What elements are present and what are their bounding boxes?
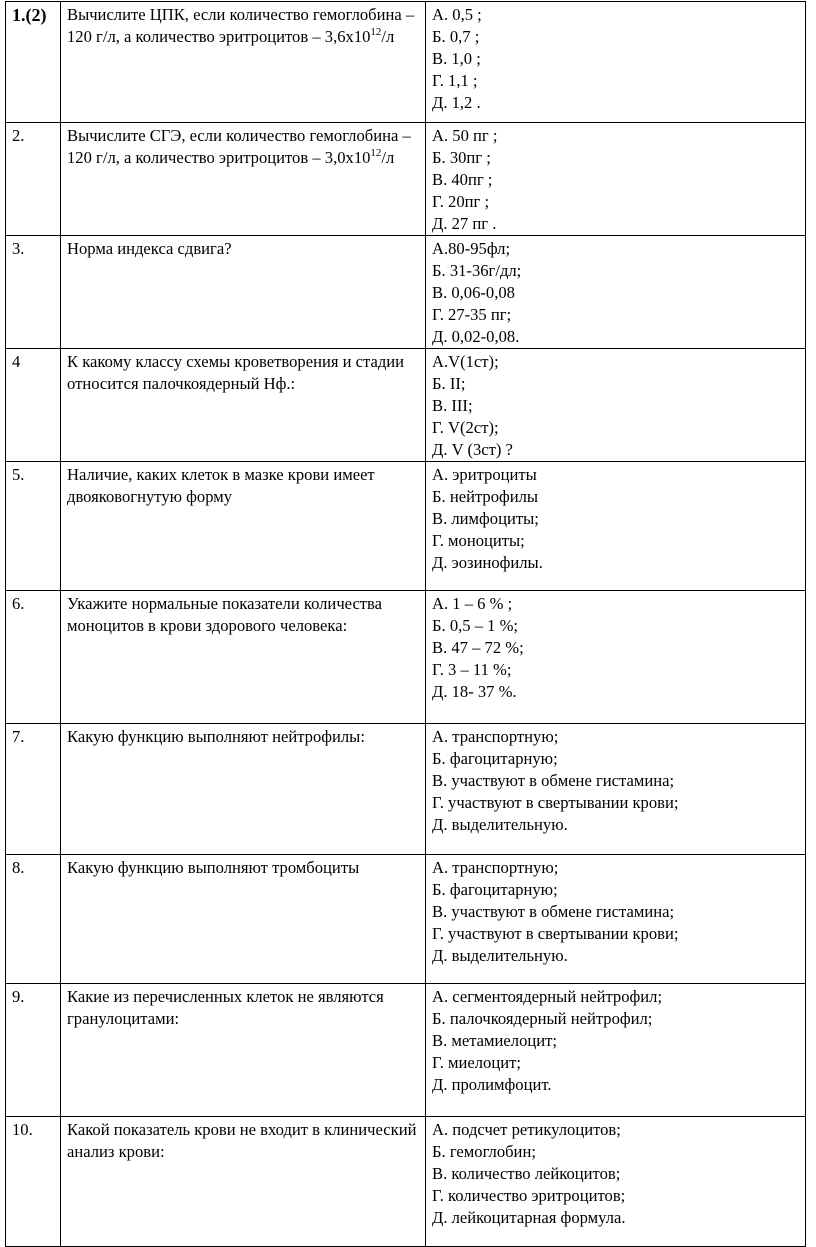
exponent: 12 xyxy=(370,147,382,159)
answer-options xyxy=(426,349,806,462)
exponent: 12 xyxy=(370,26,382,38)
option-c: В. лимфоциты; xyxy=(432,509,539,528)
option-b: Б. 31-36г/дл; xyxy=(432,261,522,280)
option-c: В. III; xyxy=(432,396,473,415)
option-e: Д. пролимфоцит. xyxy=(432,1075,552,1094)
option-b: Б. палочкоядерный нейтрофил; xyxy=(432,1009,653,1028)
option-d: Г. участвуют в свертывании крови; xyxy=(432,924,679,943)
answer-options xyxy=(426,1117,806,1247)
option-c: В. метамиелоцит; xyxy=(432,1031,557,1050)
question-text: Какой показатель крови не входит в клинический анализ крови: xyxy=(61,1117,426,1247)
question-number: 6. xyxy=(6,591,61,724)
option-e: Д. эозинофилы. xyxy=(432,553,543,572)
question-number: 5. xyxy=(6,462,61,591)
option-c: В. 47 – 72 %; xyxy=(432,638,524,657)
option-e: Д. 0,02-0,08. xyxy=(432,327,520,346)
quiz-table xyxy=(5,1,806,1247)
option-b: Б. 30пг ; xyxy=(432,148,491,167)
table-row xyxy=(6,2,806,123)
option-b: Б. фагоцитарную; xyxy=(432,880,558,899)
table-row xyxy=(6,349,806,462)
option-a: А.V(1ст); xyxy=(432,352,499,371)
table-row xyxy=(6,462,806,591)
option-a: А. транспортную; xyxy=(432,858,559,877)
question-text: К какому классу схемы кроветворения и стадии относится палочкоядерный Нф.: xyxy=(61,349,426,462)
table-row xyxy=(6,1117,806,1247)
question-number: 7. xyxy=(6,724,61,855)
answer-options xyxy=(426,462,806,591)
table-row xyxy=(6,855,806,984)
question-text: Вычислите СГЭ, если количество гемоглобина – 120 г/л, а количество эритроцитов – $3,0х10^{12}/л$ xyxy=(61,123,426,236)
option-d: Г. V(2ст); xyxy=(432,418,499,437)
option-e: Д. 27 пг . xyxy=(432,214,497,233)
option-b: Б. II; xyxy=(432,374,466,393)
question-text: Вычислите ЦПК, если количество гемоглобина – 120 г/л, а количество эритроцитов – $3,6х10^{12}/л$ xyxy=(61,2,426,123)
question-number: 9. xyxy=(6,984,61,1117)
question-text: Укажите нормальные показатели количества моноцитов в крови здорового человека: xyxy=(61,591,426,724)
question-text: Наличие, каких клеток в мазке крови имеет двояковогнутую форму xyxy=(61,462,426,591)
question-text: Какую функцию выполняют тромбоциты xyxy=(61,855,426,984)
option-a: А. подсчет ретикулоцитов; xyxy=(432,1120,621,1139)
question-text: Какую функцию выполняют нейтрофилы: xyxy=(61,724,426,855)
option-d: Г. 20пг ; xyxy=(432,192,490,211)
option-c: В. 1,0 ; xyxy=(432,49,481,68)
option-e: Д. лейкоцитарная формула. xyxy=(432,1208,626,1227)
answer-options xyxy=(426,2,806,123)
option-d: Г. количество эритроцитов; xyxy=(432,1186,626,1205)
option-c: В. участвуют в обмене гистамина; xyxy=(432,902,675,921)
option-b: Б. фагоцитарную; xyxy=(432,749,558,768)
question-number: 8. xyxy=(6,855,61,984)
option-c: В. количество лейкоцитов; xyxy=(432,1164,621,1183)
option-b: Б. гемоглобин; xyxy=(432,1142,536,1161)
option-a: А. 0,5 ; xyxy=(432,5,482,24)
table-row xyxy=(6,236,806,349)
option-a: А. 1 – 6 % ; xyxy=(432,594,513,613)
option-b: Б. 0,7 ; xyxy=(432,27,480,46)
option-e: Д. выделительную. xyxy=(432,946,568,965)
option-a: А. сегментоядерный нейтрофил; xyxy=(432,987,663,1006)
table-row xyxy=(6,984,806,1117)
answer-options xyxy=(426,591,806,724)
answer-options xyxy=(426,724,806,855)
question-number: 1.(2) xyxy=(6,2,61,123)
option-d: Г. миелоцит; xyxy=(432,1053,521,1072)
answer-options xyxy=(426,123,806,236)
option-d: Г. участвуют в свертывании крови; xyxy=(432,793,679,812)
answer-options xyxy=(426,855,806,984)
option-e: Д. выделительную. xyxy=(432,815,568,834)
question-text: Какие из перечисленных клеток не являются гранулоцитами: xyxy=(61,984,426,1117)
option-c: В. 40пг ; xyxy=(432,170,493,189)
option-a: А. 50 пг ; xyxy=(432,126,498,145)
option-e: Д. V (3ст) ? xyxy=(432,440,513,459)
option-a: А. транспортную; xyxy=(432,727,559,746)
question-number: 2. xyxy=(6,123,61,236)
question-text: Норма индекса сдвига? xyxy=(61,236,426,349)
option-e: Д. 1,2 . xyxy=(432,93,481,112)
answer-options xyxy=(426,236,806,349)
option-c: В. 0,06-0,08 xyxy=(432,283,515,302)
option-d: Г. моноциты; xyxy=(432,531,525,550)
option-a: А. эритроциты xyxy=(432,465,537,484)
option-d: Г. 27-35 пг; xyxy=(432,305,512,324)
option-d: Г. 1,1 ; xyxy=(432,71,478,90)
option-a: А.80-95фл; xyxy=(432,239,511,258)
option-c: В. участвуют в обмене гистамина; xyxy=(432,771,675,790)
option-e: Д. 18- 37 %. xyxy=(432,682,517,701)
table-row xyxy=(6,591,806,724)
question-number: 10. xyxy=(6,1117,61,1247)
option-b: Б. нейтрофилы xyxy=(432,487,539,506)
answer-options xyxy=(426,984,806,1117)
option-b: Б. 0,5 – 1 %; xyxy=(432,616,519,635)
option-d: Г. 3 – 11 %; xyxy=(432,660,512,679)
question-number: 3. xyxy=(6,236,61,349)
table-row xyxy=(6,724,806,855)
question-number: 4 xyxy=(6,349,61,462)
table-row xyxy=(6,123,806,236)
